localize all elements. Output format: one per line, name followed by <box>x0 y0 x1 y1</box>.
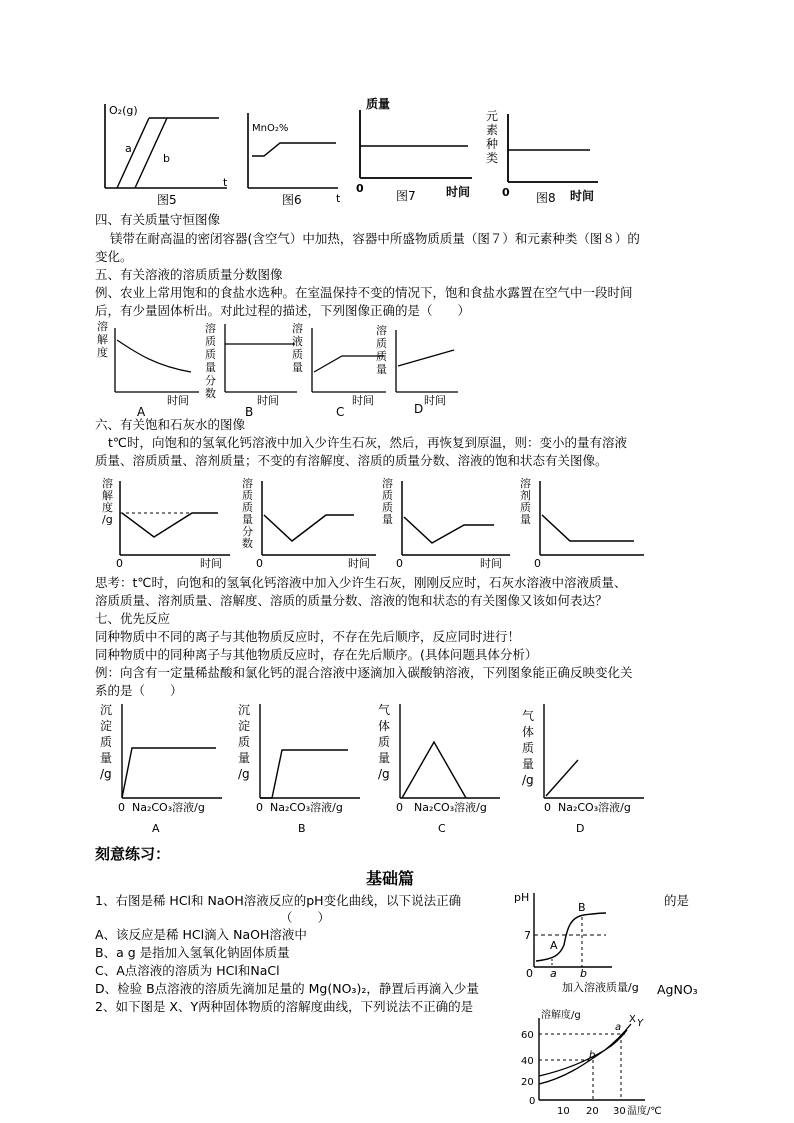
origin-label: 0 <box>502 186 510 199</box>
origin-label: 0 <box>526 967 533 980</box>
origin-label: 0 <box>396 801 403 814</box>
y-tick: 40 <box>521 1056 534 1067</box>
caption: 图5 <box>157 193 177 207</box>
q1-option-b: B、a g 是指加入氢氧化钠固体质量 <box>95 945 290 960</box>
x-axis-label: Na₂CO₃溶液/g <box>132 801 205 814</box>
x-tick-b: b <box>580 967 587 980</box>
graph-6-solute-mass <box>380 475 515 575</box>
origin-label: 0 <box>356 182 364 195</box>
x-tick: 30 <box>613 1106 626 1117</box>
section-7-text-2: 同种物质中的同种离子与其他物质反应时，存在先后顺序。(具体问题具体分析） <box>95 647 538 662</box>
y-axis-label: 溶解度 <box>97 320 108 359</box>
y-axis-label: 气体质量/g <box>378 703 391 781</box>
section-6-text-1: t℃时，向饱和的氢氧化钙溶液中加入少许生石灰，然后，再恢复到原温，则：变小的量有溶液 <box>108 435 627 450</box>
y-tick-7: 7 <box>524 929 531 942</box>
curve-b-label: b <box>163 152 170 165</box>
y-axis-label: O₂(g) <box>109 104 138 117</box>
graph-6-solubility <box>100 475 235 575</box>
q1-tail: 的是 <box>664 893 690 908</box>
x-axis-label: 时间 <box>348 557 370 570</box>
q1-answer-paren: （ ） <box>280 910 331 925</box>
caption: 图8 <box>536 191 556 205</box>
x-axis-label: 时间 <box>480 557 502 570</box>
x-axis-label: 时间 <box>257 394 279 407</box>
x-tick-a: a <box>550 967 557 980</box>
origin-label: 0 <box>396 557 403 570</box>
section-7-text-4: 系的是（ ） <box>95 683 183 698</box>
section-7-heading: 七、优先反应 <box>95 611 171 626</box>
x-tick: 10 <box>557 1106 570 1117</box>
x-axis-label: 时间 <box>446 185 471 199</box>
y-axis-label: 沉淀质量/g <box>100 703 113 781</box>
graph-6-solvent-mass <box>518 475 648 575</box>
origin-label: 0 <box>118 801 125 814</box>
q1-option-a: A、该反应是稀 HCl滴入 NaOH溶液中 <box>95 927 307 942</box>
think-text-2: 溶质质量、溶剂质量、溶解度、溶质的质量分数、溶液的饱和状态的有关图像又该如何表达？ <box>95 593 608 608</box>
y-axis-label: 元 素 种 类 <box>486 109 499 165</box>
point-A-label: A <box>550 939 558 952</box>
caption: 图7 <box>396 189 416 203</box>
origin-label: 0 <box>534 557 541 570</box>
graph-7B <box>236 700 366 840</box>
origin-label: 0 <box>256 557 263 570</box>
caption: 图6 <box>282 193 302 207</box>
option-letter: C <box>336 405 345 419</box>
option-letter: D <box>576 822 585 835</box>
q1-option-d-tail: AgNO₃ <box>657 982 698 997</box>
graph-5D <box>374 318 464 418</box>
section-5-heading: 五、有关溶液的溶质质量分数图像 <box>95 267 283 282</box>
q1-line: 1、右图是稀 HCl和 NaOH溶液反应的pH变化曲线，以下说法正确 <box>95 893 462 908</box>
solubility-curve-graph <box>515 1012 675 1122</box>
section-4-heading: 四、有关质量守恒图像 <box>95 212 221 227</box>
y-axis-label: MnO₂% <box>252 123 289 134</box>
point-b-label: b <box>589 1050 596 1061</box>
x-tick: 20 <box>586 1106 599 1117</box>
practice-heading: 刻意练习： <box>95 845 171 863</box>
figure-7-graph <box>350 96 480 204</box>
x-axis-label: 时间 <box>424 394 446 407</box>
x-axis-label: 时间 <box>352 394 374 407</box>
figure-5-graph <box>95 96 235 207</box>
x-axis-label: 加入溶液质量/g <box>562 981 639 994</box>
section-6-text-2: 质量、溶质质量、溶剂质量；不变的有溶解度、溶质的质量分数、溶液的饱和状态有关图像。 <box>95 453 608 468</box>
y-axis-label: 溶解度/g <box>541 1010 581 1021</box>
x-axis-label: 时间 <box>200 557 222 570</box>
y-axis-label: pH <box>514 891 530 904</box>
x-axis-label: Na₂CO₃溶液/g <box>558 801 631 814</box>
y-axis-label: 溶液质量 <box>292 322 303 374</box>
x-axis-label: 时间 <box>570 189 595 203</box>
y-axis-label: 溶解度/g <box>102 477 113 526</box>
graph-7A <box>98 700 228 840</box>
origin-label: 0 <box>544 801 551 814</box>
origin-label: 0 <box>116 557 123 570</box>
option-letter: D <box>414 402 424 416</box>
x-axis-label: 温度/℃ <box>627 1106 662 1117</box>
ph-curve-graph <box>512 887 652 999</box>
section-6-heading: 六、有关饱和石灰水的图像 <box>95 417 246 432</box>
x-axis-label: t <box>223 176 228 189</box>
section-5-text-2: 后，有少量固体析出。对此过程的描述，下列图像正确的是（ ） <box>95 303 471 318</box>
figure-6-graph <box>240 108 345 207</box>
x-axis-label: Na₂CO₃溶液/g <box>414 801 487 814</box>
curve-Y <box>539 1030 627 1076</box>
origin-label: 0 <box>256 801 263 814</box>
curve-X <box>539 1024 631 1084</box>
graph-7D <box>520 700 650 840</box>
think-text-1: 思考：t℃时，向饱和的氢氧化钙溶液中加入少许生石灰，刚刚反应时，石灰水溶液中溶液质量、 <box>95 575 627 590</box>
curve-Y-label: Y <box>637 1018 644 1029</box>
x-axis-label: Na₂CO₃溶液/g <box>270 801 343 814</box>
y-tick: 60 <box>521 1030 534 1041</box>
curve-X-label: X <box>629 1014 636 1025</box>
q2-line: 2、如下图是 X、Y两种固体物质的溶解度曲线，下列说法不正确的是 <box>95 999 474 1014</box>
section-4-text-1: 镁带在耐高温的密闭容器(含空气）中加热，容器中所盛物质质量（图７）和元素种类（图８）的 <box>110 231 640 246</box>
graph-5A <box>95 318 205 418</box>
curve-a <box>117 118 149 188</box>
y-axis-label: 溶剂质量 <box>520 477 531 526</box>
curve-a-label: a <box>125 142 132 155</box>
point-B-label: B <box>578 901 586 914</box>
section-7-text-3: 例：向含有一定量稀盐酸和氯化钙的混合溶液中逐滴加入碳酸钠溶液，下列图象能正确反映变化关 <box>95 665 633 680</box>
y-axis-label: 溶质质量分数 <box>242 477 253 550</box>
q1-option-d: D、检验 B点溶液的溶质先滴加足量的 Mg(NO₃)₂，静置后再滴入少量 <box>95 981 479 996</box>
option-letter: A <box>152 822 160 835</box>
y-axis-label: 溶质质量分数 <box>205 322 216 400</box>
option-letter: A <box>137 405 146 419</box>
section-5-text-1: 例、农业上常用饱和的食盐水选种。在室温保持不变的情况下，饱和食盐水露置在空气中一段时间 <box>95 285 633 300</box>
practice-subheading: 基础篇 <box>366 869 415 888</box>
y-axis-label: 溶质质量 <box>376 324 387 376</box>
option-letter: B <box>298 822 306 835</box>
option-letter: C <box>438 822 446 835</box>
y-axis-label: 质量 <box>366 97 391 111</box>
y-axis-label: 溶质质量 <box>382 477 393 526</box>
section-4-text-2: 变化。 <box>95 249 133 264</box>
y-axis-label: 气体质量/g <box>522 709 535 787</box>
x-axis-label: 时间 <box>167 394 189 407</box>
y-tick: 0 <box>529 1096 536 1107</box>
option-letter: B <box>245 405 254 419</box>
section-7-text-1: 同种物质中不同的离子与其他物质反应时，不存在先后顺序，反应同时进行！ <box>95 629 521 644</box>
point-a-label: a <box>615 1022 622 1033</box>
y-tick: 20 <box>521 1077 534 1088</box>
graph-6-mass-fraction <box>240 475 380 575</box>
x-axis-label: t <box>336 192 341 205</box>
graph-7C <box>376 700 506 840</box>
q1-option-c: C、A点溶液的溶质为 HCl和NaCl <box>95 963 280 978</box>
figure-8-graph <box>480 108 605 204</box>
y-axis-label: 沉淀质量/g <box>238 703 251 781</box>
